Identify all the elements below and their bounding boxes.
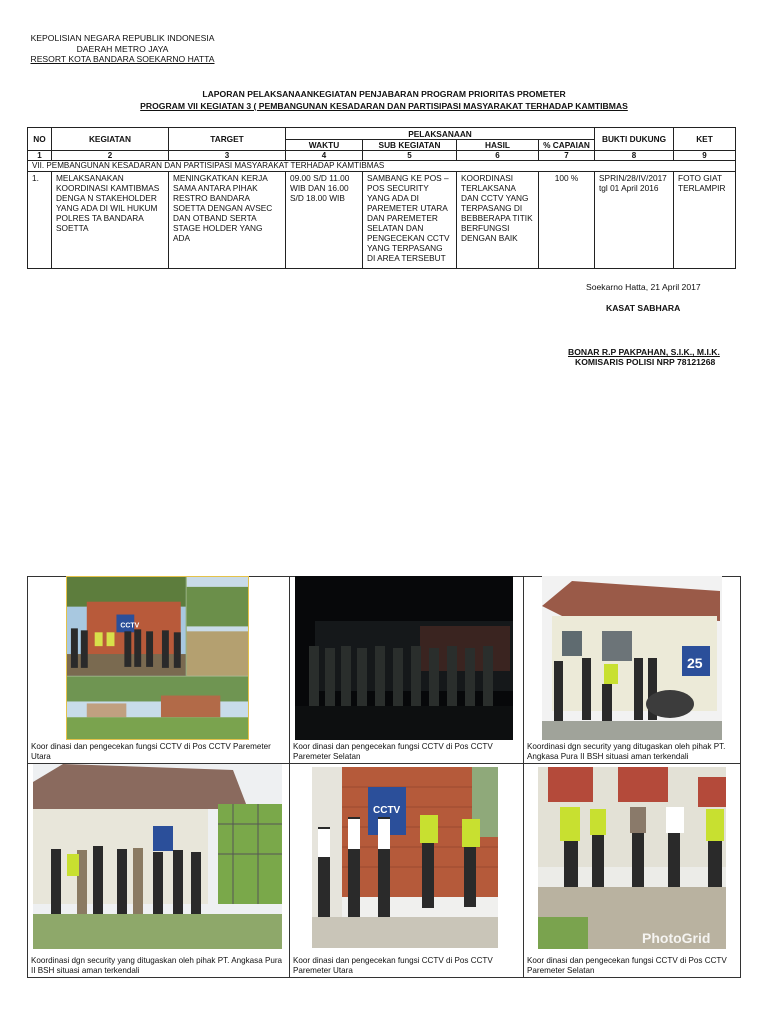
col-header-pelaksanaan: PELAKSANAAN <box>286 128 595 140</box>
signature-name: BONAR R.P PAKPAHAN, S.I.K., M.I.K. <box>568 347 720 357</box>
photo-caption: Koordinasi dgn security yang ditugaskan oleh pihak PT. Angkasa Pura II BSH situasi aman terkendali <box>527 742 726 761</box>
photo-caption: Koor dinasi dan pengecekan fungsi CCTV di Pos CCTV Paremeter Selatan <box>527 956 727 975</box>
photo-night-paremeter-selatan <box>295 576 513 740</box>
cell-waktu: 09.00 S/D 11.00 WIB DAN 16.00 S/D 18.00 WIB <box>286 172 363 269</box>
table-header-row <box>28 128 736 140</box>
letterhead <box>0 33 245 65</box>
photogrid-watermark: PhotoGrid <box>642 930 711 946</box>
photo-caption: Koordinasi dgn security yang ditugaskan oleh pihak PT. Angkasa Pura II BSH situasi aman terkendali <box>31 956 283 975</box>
letterhead-line-3: RESORT KOTA BANDARA SOEKARNO HATTA <box>30 54 215 64</box>
col-number: 8 <box>595 151 674 161</box>
col-header-kegiatan: KEGIATAN <box>52 128 169 151</box>
photo-documentation-grid <box>27 576 741 978</box>
cell-no: 1. <box>28 172 52 269</box>
cell-capaian: 100 % <box>539 172 595 269</box>
section-title: VII. PEMBANGUNAN KESADARAN DAN PARTISIPASI MASYARAKAT TERHADAP KAMTIBMAS <box>28 161 736 172</box>
cell-hasil: KOORDINASI TERLAKSANA DAN CCTV YANG TERPASANG DI BEBBERAPA TITIK BERFUNGSI DENGAN BAIK <box>457 172 539 269</box>
col-header-bukti: BUKTI DUKUNG <box>595 128 674 151</box>
photo-cctv-sign-group <box>312 767 498 948</box>
post-number-text: 25 <box>687 655 703 671</box>
photo-group-paremeter-selatan <box>538 767 726 949</box>
col-header-capaian: % CAPAIAN <box>539 140 595 151</box>
cctv-sign-text: CCTV <box>373 805 401 816</box>
table-row <box>28 172 736 269</box>
col-number: 3 <box>169 151 286 161</box>
report-table <box>27 127 736 269</box>
col-header-ket: KET <box>674 128 736 151</box>
photo-caption: Koor dinasi dan pengecekan fungsi CCTV di Pos CCTV Paremeter Selatan <box>293 742 493 761</box>
signature-position: KASAT SABHARA <box>606 303 681 313</box>
cell-ket: FOTO GIAT TERLAMPIR <box>674 172 736 269</box>
section-row <box>28 161 736 172</box>
col-header-no: NO <box>28 128 52 151</box>
col-number: 4 <box>286 151 363 161</box>
photo-group-security-post <box>33 764 282 949</box>
photo-security-post-25 <box>542 576 722 740</box>
col-number: 1 <box>28 151 52 161</box>
signature-place-date: Soekarno Hatta, 21 April 2017 <box>586 282 701 292</box>
cell-kegiatan: MELAKSANAKAN KOORDINASI KAMTIBMAS DENGA N STAKEHOLDER YANG ADA DI WIL HUKUM POLRES TA BANDARA SOETTA <box>52 172 169 269</box>
col-header-hasil: HASIL <box>457 140 539 151</box>
col-number: 9 <box>674 151 736 161</box>
report-title: LAPORAN PELAKSANAANKEGIATAN PENJABARAN PROGRAM PRIORITAS PROMETER <box>202 89 566 99</box>
signature-rank: KOMISARIS POLISI NRP 78121268 <box>575 357 716 367</box>
col-number: 6 <box>457 151 539 161</box>
letterhead-line-2: DAERAH METRO JAYA <box>76 43 169 54</box>
col-header-waktu: WAKTU <box>286 140 363 151</box>
letterhead-line-1: KEPOLISIAN NEGARA REPUBLIK INDONESIA <box>30 33 215 43</box>
col-header-sub-kegiatan: SUB KEGIATAN <box>363 140 457 151</box>
cell-target: MENINGKATKAN KERJA SAMA ANTARA PIHAK RESTRO BANDARA SOETTA DENGAN AVSEC DAN OTBAND SERTA STAGE HOLDER YANG ADA <box>169 172 286 269</box>
col-header-target: TARGET <box>169 128 286 151</box>
photo-caption: Koor dinasi dan pengecekan fungsi CCTV di Pos CCTV Paremeter Utara <box>31 742 271 761</box>
col-number: 5 <box>363 151 457 161</box>
photo-caption: Koor dinasi dan pengecekan fungsi CCTV di Pos CCTV Paremeter Utara <box>293 956 493 975</box>
col-number: 7 <box>539 151 595 161</box>
cell-bukti: SPRIN/28/IV/2017 tgl 01 April 2016 <box>595 172 674 269</box>
cctv-sign-text: CCTV <box>120 622 140 630</box>
photo-collage-paremeter-utara <box>66 576 249 740</box>
cell-sub-kegiatan: SAMBANG KE POS – POS SECURITY YANG ADA DI PAREMETER UTARA DAN PAREMETER SELATAN DAN PENGECEKAN CCTV YANG TERPASANG DI AREA TERSEBUT <box>363 172 457 269</box>
col-number: 2 <box>52 151 169 161</box>
report-subtitle: PROGRAM VII KEGIATAN 3 ( PEMBANGUNAN KESADARAN DAN PARTISIPASI MASYARAKAT TERHADAP KAMTIBMAS <box>140 101 628 111</box>
column-number-row <box>28 151 736 161</box>
